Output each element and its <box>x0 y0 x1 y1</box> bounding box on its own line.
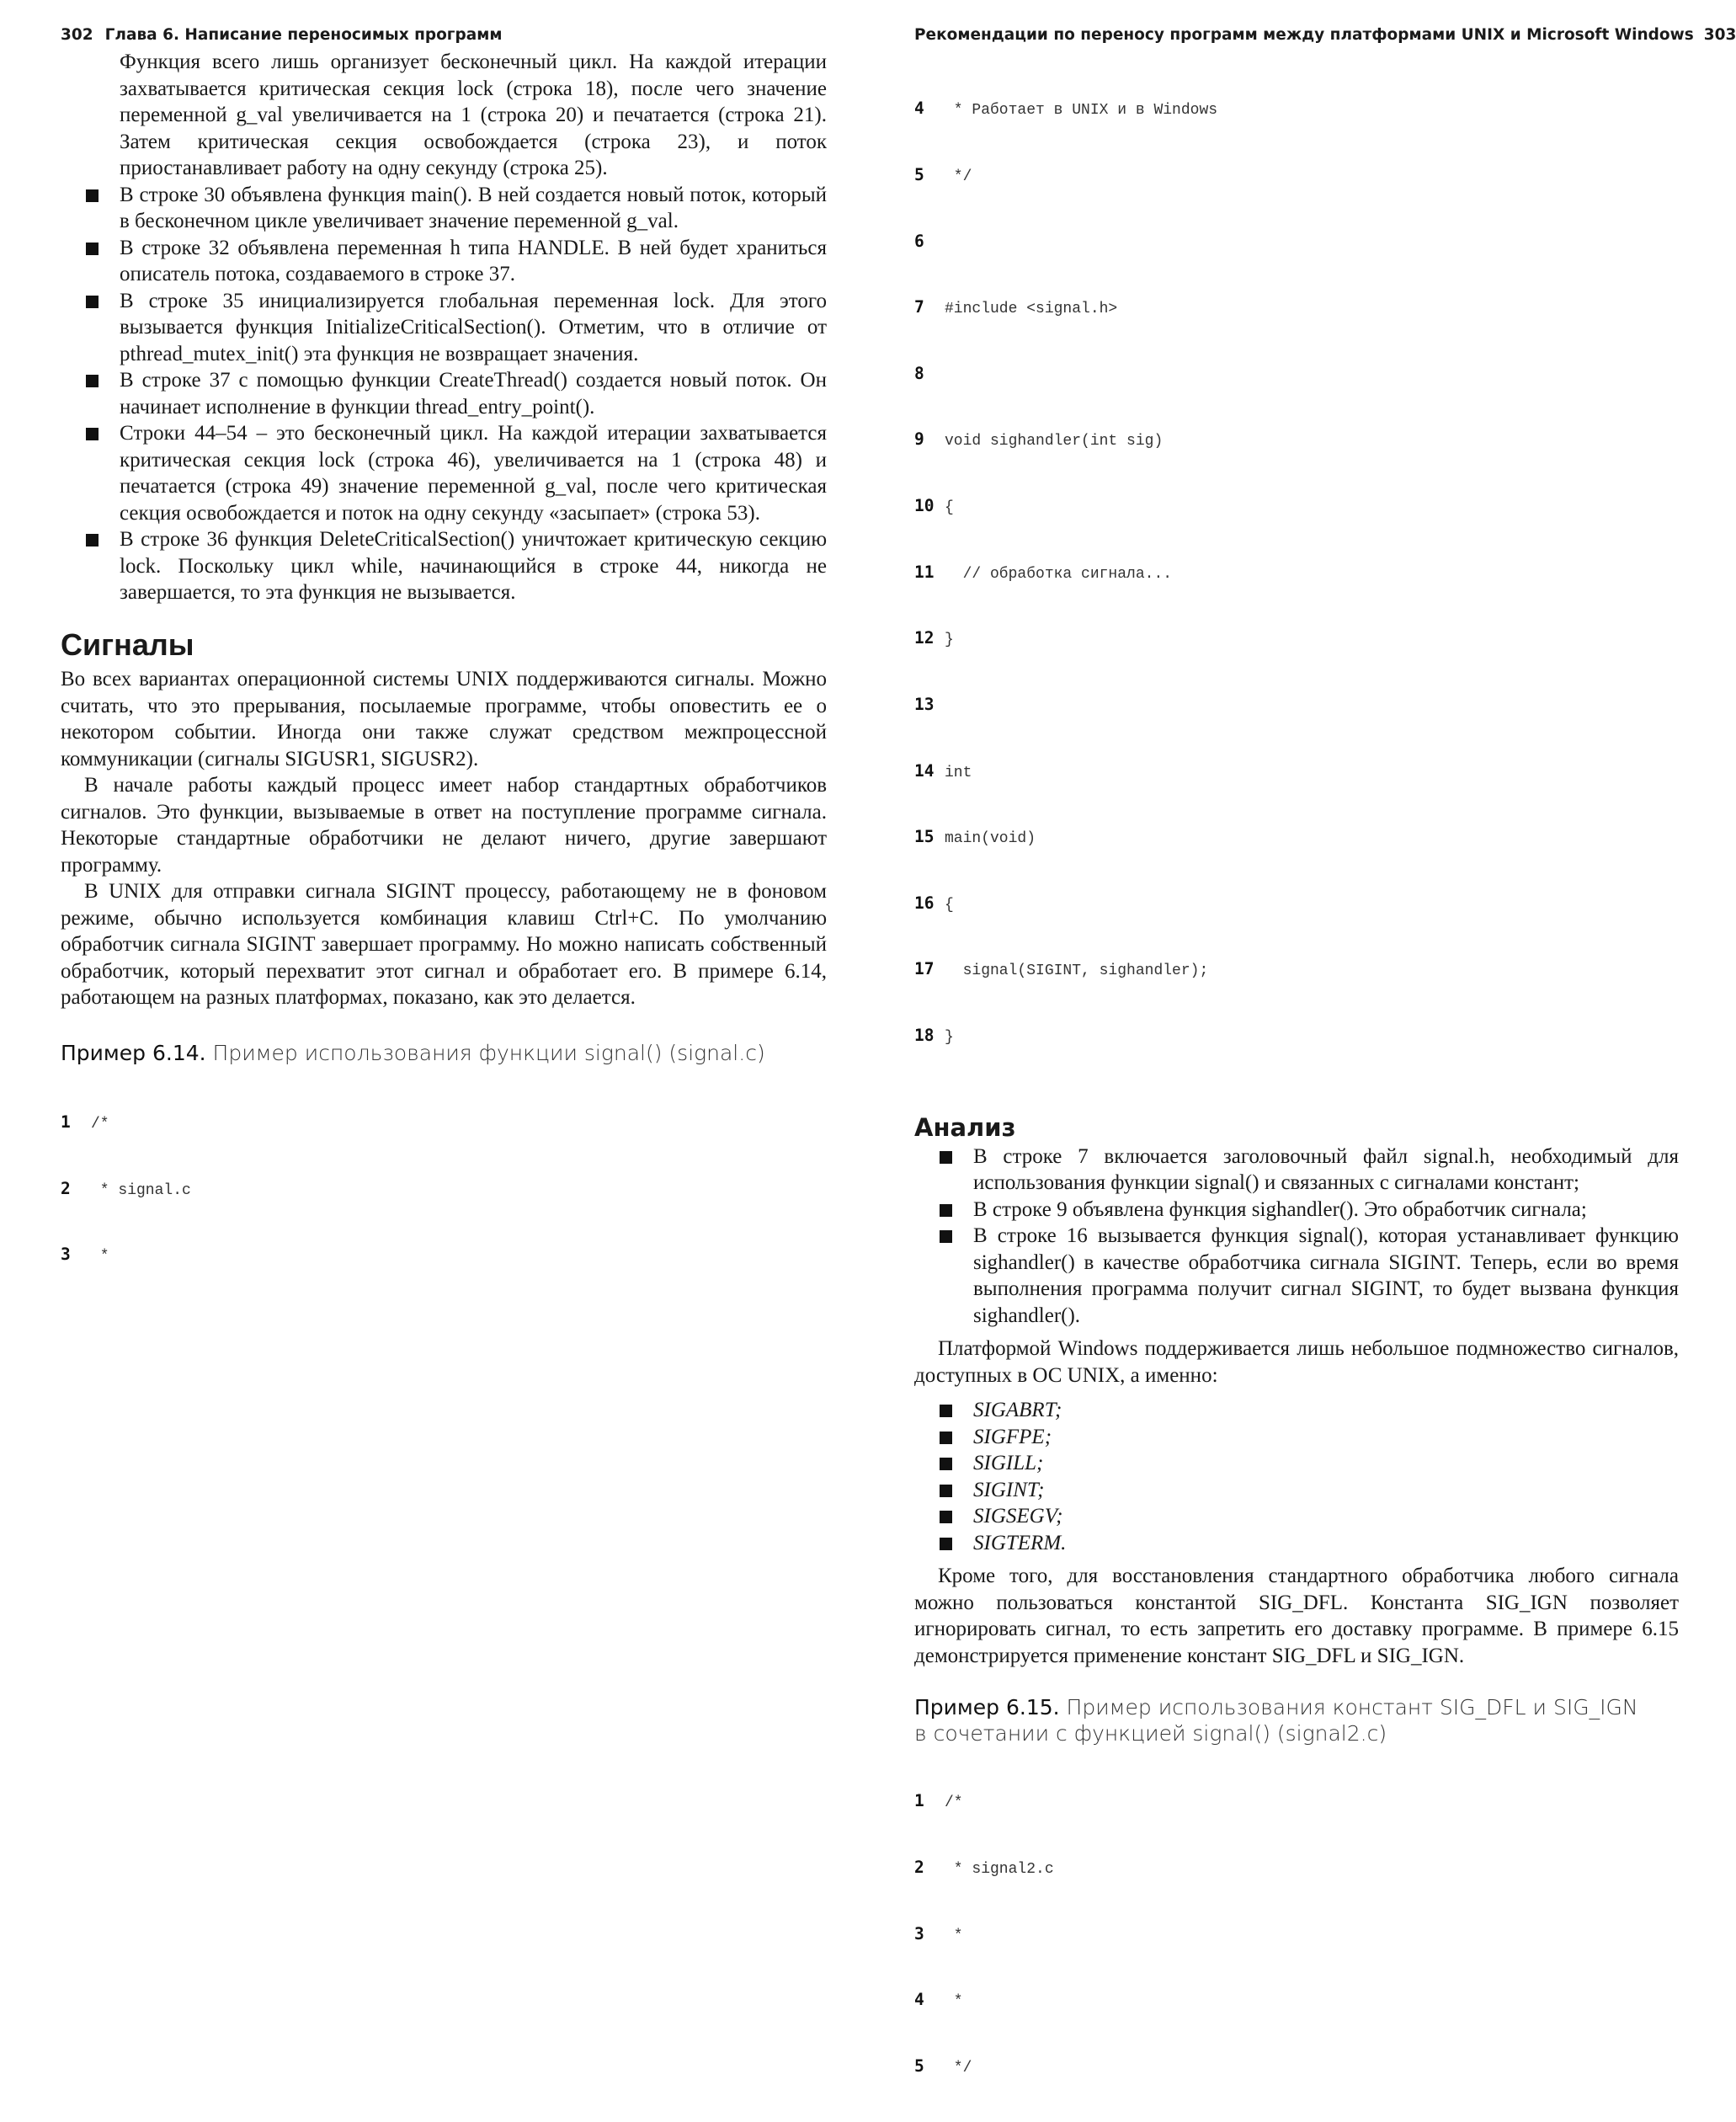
analysis-bullet-list <box>914 1144 1679 1330</box>
left-bullet-list <box>61 182 827 606</box>
code-line: 7 #include <signal.h> <box>914 297 1118 318</box>
code-line: 5 */ <box>914 2055 972 2077</box>
paragraph: Платформой Windows поддерживается лишь небольшое подмножество сигналов, доступных в ОС UNIX, а именно: <box>914 1337 1679 1387</box>
code-line: 3 * <box>914 1923 963 1944</box>
running-title: Рекомендации по переносу программ между платформами UNIX и Microsoft Windows <box>914 26 1694 44</box>
bullet-square-icon <box>940 1204 952 1217</box>
example-caption: Пример 6.14. Пример использования функции signal() (signal.c) <box>61 1040 765 1065</box>
code-line: 8 <box>914 363 924 383</box>
bullet-square-icon <box>940 1485 952 1497</box>
right-body <box>914 1144 1679 1670</box>
code-line: 1 /* <box>61 1112 109 1133</box>
list-item: SIGFPE; <box>914 1424 1679 1451</box>
bullet-square-icon <box>86 428 99 440</box>
list-item: SIGILL; <box>914 1450 1679 1477</box>
code-line: 2 * signal.c <box>61 1178 191 1199</box>
code-line: 12 } <box>914 628 954 649</box>
paragraph: В UNIX для отправки сигнала SIGINT процессу, работающему не в фоновом режиме, обычно используется комбинация клавиш Ctrl+C. По умолчанию обработчик сигнала SIGINT завершает программу. Но можно написать собственный обработчик, который перехватит этот сигнал и обработает его. В примере 6.14, работающем на разных платформах, показано, как это делается. <box>61 880 828 1009</box>
bullet-square-icon <box>940 1230 952 1243</box>
section-title-analysis: Анализ <box>914 1112 1016 1142</box>
page-number: 302 <box>61 26 93 44</box>
code-listing <box>914 56 1679 1091</box>
right-page <box>914 22 1736 2122</box>
paragraph: В начале работы каждый процесс имеет набор стандартных обработчиков сигналов. Это функции, вызываемые в ответ на поступление программе сигнала. Некоторые стандартные обработчики не делают ничего, другие завершают программу. <box>61 774 827 877</box>
code-line: 3 * <box>61 1245 109 1266</box>
code-line: 17 signal(SIGINT, sighandler); <box>914 959 1209 980</box>
list-item: В строке 30 объявлена функция main(). В ней создается новый поток, который в бесконечном цикле увеличивает значение переменной g_val. <box>61 182 827 235</box>
page-number: 303 <box>1703 26 1736 44</box>
code-line: 9 void sighandler(int sig) <box>914 429 1164 451</box>
chapter-title: Глава 6. Написание переносимых программ <box>104 26 503 44</box>
bullet-square-icon <box>86 189 99 202</box>
code-line: 15 main(void) <box>914 827 1036 848</box>
bullet-square-icon <box>86 296 99 308</box>
list-item: В строке 35 инициализируется глобальная переменная lock. Для этого вызывается функция InitializeCriticalSection(). Отметим, что в отличие от pthread_mutex_init() эта функция не возвращает значения. <box>61 288 827 368</box>
code-line: 1 /* <box>914 1791 963 1812</box>
list-item: В строке 16 вызывается функция signal(), которая устанавливает функцию sighandler() в качестве обработчика сигнала SIGINT. Теперь, если во время выполнения программа получит сигнал SIGINT, то будет вызвана функция sighandler(). <box>914 1223 1679 1329</box>
list-item: SIGTERM. <box>914 1530 1679 1557</box>
code-line: 11 // обработка сигнала... <box>914 562 1173 583</box>
code-line: 5 */ <box>914 165 972 186</box>
list-item: В строке 7 включается заголовочный файл signal.h, необходимый для использования функции signal() и связанных с сигналами констант; <box>914 1144 1679 1197</box>
code-listing <box>914 1748 1679 2121</box>
right-page-header <box>914 22 1736 49</box>
list-item: Строки 44–54 – это бесконечный цикл. На каждой итерации захватывается критическая секция lock (строка 46), увеличивается на 1 (строка 48) и печатается (строка 49) значение переменной g_val, после чего критическая секция освобождается и поток на одну секунду «засыпает» (строка 53). <box>61 420 827 526</box>
section-title-signals: Сигналы <box>61 626 194 662</box>
code-line: 4 * Работает в UNIX и в Windows <box>914 99 1218 120</box>
bullet-square-icon <box>86 243 99 255</box>
bullet-square-icon <box>940 1458 952 1470</box>
left-body <box>61 49 827 1011</box>
paragraph: Во всех вариантах операционной системы UNIX поддерживаются сигналы. Можно считать, что это прерывания, посылаемые программе, чтобы оповестить ее о некотором событии. Иногда они также служат средством межпроцессной коммуникации (сигналы SIGUSR1, SIGUSR2). <box>61 668 827 770</box>
code-line: 14 int <box>914 760 972 781</box>
left-page-header <box>61 22 827 49</box>
bullet-square-icon <box>940 1538 952 1550</box>
list-item: В строке 32 объявлена переменная h типа HANDLE. В ней будет храниться описатель потока, создаваемого в строке 37. <box>61 235 827 288</box>
left-page <box>61 22 827 1310</box>
list-item: SIGABRT; <box>914 1397 1679 1424</box>
bullet-square-icon <box>86 534 99 546</box>
code-line: 10 { <box>914 496 954 517</box>
bullet-square-icon <box>86 375 99 387</box>
code-line: 2 * signal2.c <box>914 1858 1054 1879</box>
code-line: 13 <box>914 694 935 714</box>
list-item: В строке 36 функция DeleteCriticalSection() уничтожает критическую секцию lock. Поскольку цикл while, начинающийся в строке 44, никогда не завершается, то эта функция не вызывается. <box>61 526 827 606</box>
code-line: 16 { <box>914 893 954 914</box>
code-listing <box>61 1069 827 1310</box>
bullet-square-icon <box>940 1151 952 1164</box>
list-item: В строке 37 с помощью функции CreateThread() создается новый поток. Он начинает исполнение в функции thread_entry_point(). <box>61 367 827 420</box>
intro-paragraph: Функция всего лишь организует бесконечный цикл. На каждой итерации захватывается критическая секция lock (строка 18), после чего значение переменной g_val увеличивается на 1 (строка 20) и печатается (строка 21). Затем критическая секция освобождается (строка 23), и поток приостанавливает работу на одну секунду (строка 25). <box>120 51 827 179</box>
code-line: 18 } <box>914 1025 954 1046</box>
example-caption: Пример 6.15. Пример использования констант SIG_DFL и SIG_IGN в сочетании с функцией signal() (signal2.c) <box>914 1695 1638 1746</box>
list-item: SIGSEGV; <box>914 1503 1679 1530</box>
bullet-square-icon <box>940 1432 952 1444</box>
bullet-square-icon <box>940 1405 952 1417</box>
list-item: В строке 9 объявлена функция sighandler(). Это обработчик сигнала; <box>914 1197 1679 1224</box>
code-line: 4 * <box>914 1990 963 2011</box>
paragraph: Кроме того, для восстановления стандартного обработчика любого сигнала можно пользоваться константой SIG_DFL. Константа SIG_IGN позволяет игнорировать сигнал, то есть запретить его доставку программе. В примере 6.15 демонстрируется применение констант SIG_DFL и SIG_IGN. <box>914 1565 1679 1667</box>
code-line: 6 <box>914 231 924 251</box>
signal-list <box>914 1397 1679 1556</box>
list-item: SIGINT; <box>914 1477 1679 1504</box>
bullet-square-icon <box>940 1511 952 1523</box>
